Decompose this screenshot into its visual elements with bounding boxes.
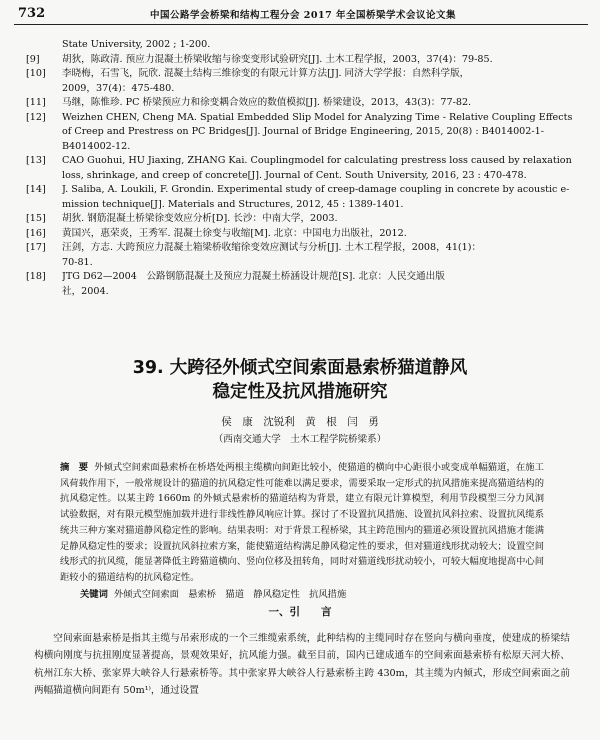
reference-text-line: 70-81. <box>62 256 93 268</box>
journal-title: 中国公路学会桥梁和结构工程分会 2017 年全国桥梁学术会议论文集 <box>150 10 457 21</box>
keywords-label: 关键词 <box>80 589 108 600</box>
reference-text-line: mission technique[J]. Materials and Structures, 2012, 45 : 1389-1401. <box>62 198 404 210</box>
running-header <box>0 0 600 26</box>
reference-number: [18] <box>26 271 46 282</box>
reference-item <box>26 183 582 212</box>
reference-item <box>26 212 582 227</box>
reference-text-line: J. Saliba, A. Loukili, F. Grondin. Experimental study of creep-damage coupling in concrete by acoustic e- <box>62 184 570 195</box>
reference-text-line: CAO Guohui, HU Jiaxing, ZHANG Kai. Couplingmodel for calculating prestress loss caused by relaxation <box>62 155 572 166</box>
keywords-text: 外倾式空间索面 悬索桥 猫道 静风稳定性 抗风措施 <box>113 589 347 600</box>
abstract-label: 摘 要 <box>60 462 89 473</box>
reference-item <box>26 241 582 270</box>
title-line-2: 稳定性及抗风措施研究 <box>212 382 388 402</box>
reference-list <box>26 38 582 299</box>
reference-item <box>26 154 582 183</box>
reference-text-line: 马继，陈惟珍. PC 桥梁预应力和徐变耦合效应的数值模拟[J]. 桥梁建设，2013，43(3)：77-82. <box>62 97 472 108</box>
reference-number: [13] <box>26 155 46 166</box>
reference-item <box>26 227 582 242</box>
reference-number: [14] <box>26 184 46 195</box>
article-title <box>0 356 600 404</box>
reference-item <box>26 270 582 299</box>
reference-text-line: JTG D62—2004 公路钢筋混凝土及预应力混凝土桥涵设计规范[S]. 北京：人民交通出版 <box>62 271 445 282</box>
affiliation: （西南交通大学 土木工程学院桥梁系） <box>213 434 387 445</box>
reference-text-line: 胡狄，陈政清. 预应力混凝土桥梁收缩与徐变变形试验研究[J]. 土木工程学报，2003，37(4)：79-85. <box>62 53 493 65</box>
reference-number: [15] <box>26 213 46 224</box>
reference-text-line: Weizhen CHEN, Cheng MA. Spatial Embedded Slip Model for Analyzing Time - Relative Coupling Effects <box>62 111 573 123</box>
reference-item <box>26 38 582 53</box>
reference-number: [16] <box>26 227 46 239</box>
keywords <box>80 586 540 600</box>
reference-number: [9] <box>26 53 40 65</box>
reference-number: [10] <box>26 68 46 79</box>
reference-text-line: loss, shrinkage, and creep of concrete[J]. Journal of Cent. South University, 2016, 23 : 470-478. <box>62 169 527 181</box>
page-number: 732 <box>18 6 46 21</box>
reference-item <box>26 67 582 96</box>
reference-text-line: 2009，37(4)：475-480. <box>62 82 175 94</box>
introduction-paragraph: 空间索面悬索桥是指其主缆与吊索形成的一个三维缆索系统，此种结构的主缆同时存在竖向与横向垂度，使建成的桥梁结构横向刚度与抗扭刚度显著提高，景观效果好，抗风能力强。截至目前，国内已建成通车的空间索面悬索桥有松原天河大桥、杭州江东大桥、张家界大峡谷人行悬索桥等。其中张家界大峡谷人行悬索桥主跨 430m，其主缆为内倾式，形成空间索面之前两幅猫道横向间距有 50m¹⁾，通过设置 <box>34 633 570 697</box>
abstract-text: 外倾式空间索面悬索桥在桥塔处两根主缆横向间距比较小，使猫道的横向中心距很小或变成单幅猫道，在施工风荷载作用下，一般常规设计的猫道的抗风稳定性可能难以满足要求，需要采取一定形式的抗风措施来提高猫道结构的抗风稳定性。以某主跨 1660m 的外倾式悬索桥的猫道结构为背景，建立有限元计算模型，利用节段模型三分力风洞试验数据，对有限元模型施加载并进行非线性静风响应计算。探讨了不设置抗风措施、设置抗风斜拉索、设置抗风缆系统共三种方案对猫道静风稳定性的影响。结果表明：对于背景工程桥梁，其主跨范围内的猫道必须设置抗风措施才能满足静风稳定性的要求；设置抗风斜拉索方案，能使猫道结构满足静风稳定性的要求，但对猫道线形扰动较大；设置空间线形式的抗风缆，能显著降低主跨猫道横向、竖向位移及扭转角，同时对猫道线形扰动较小，可较大幅度地提高中心间距较小的猫道结构的抗风稳定性。 <box>60 462 544 583</box>
section-heading: 一、引 言 <box>268 606 332 618</box>
reference-number: [17] <box>26 242 46 253</box>
author-list: 侯 康 沈锐利 黄 根 闫 勇 <box>221 416 379 428</box>
reference-text-line: 社，2004. <box>62 285 109 297</box>
reference-item <box>26 111 582 155</box>
reference-text-line: 李晓梅，石雪飞，阮欣. 混凝土结构三维徐变的有限元计算方法[J]. 同济大学学报：自然科学版， <box>62 68 470 79</box>
reference-text-line: 胡狄. 钢筋混凝土桥梁徐变效应分析[D]. 长沙：中南大学，2003. <box>62 213 338 224</box>
reference-item <box>26 96 582 111</box>
reference-number: [11] <box>26 97 46 108</box>
reference-text-line: 黄国兴，惠荣炎，王秀军. 混凝土徐变与收缩[M]. 北京：中国电力出版社，2012. <box>62 227 407 239</box>
reference-text-line: B4014002-12. <box>62 140 131 152</box>
reference-number: [12] <box>26 111 46 123</box>
abstract <box>60 460 544 586</box>
title-line-1: 39. 大跨径外倾式空间索面悬索桥猫道静风 <box>132 358 468 378</box>
reference-text-line: State University, 2002 ; 1-200. <box>62 39 211 50</box>
reference-item <box>26 53 582 68</box>
header-rule <box>14 24 588 25</box>
reference-text-line: of Creep and Prestress on PC Bridges[J]. Journal of Bridge Engineering, 2015, 20(8) : B4014002-1- <box>62 126 544 137</box>
reference-text-line: 汪剑，方志. 大跨预应力混凝土箱梁桥收缩徐变效应测试与分析[J]. 土木工程学报，2008，41(1)： <box>62 242 482 253</box>
